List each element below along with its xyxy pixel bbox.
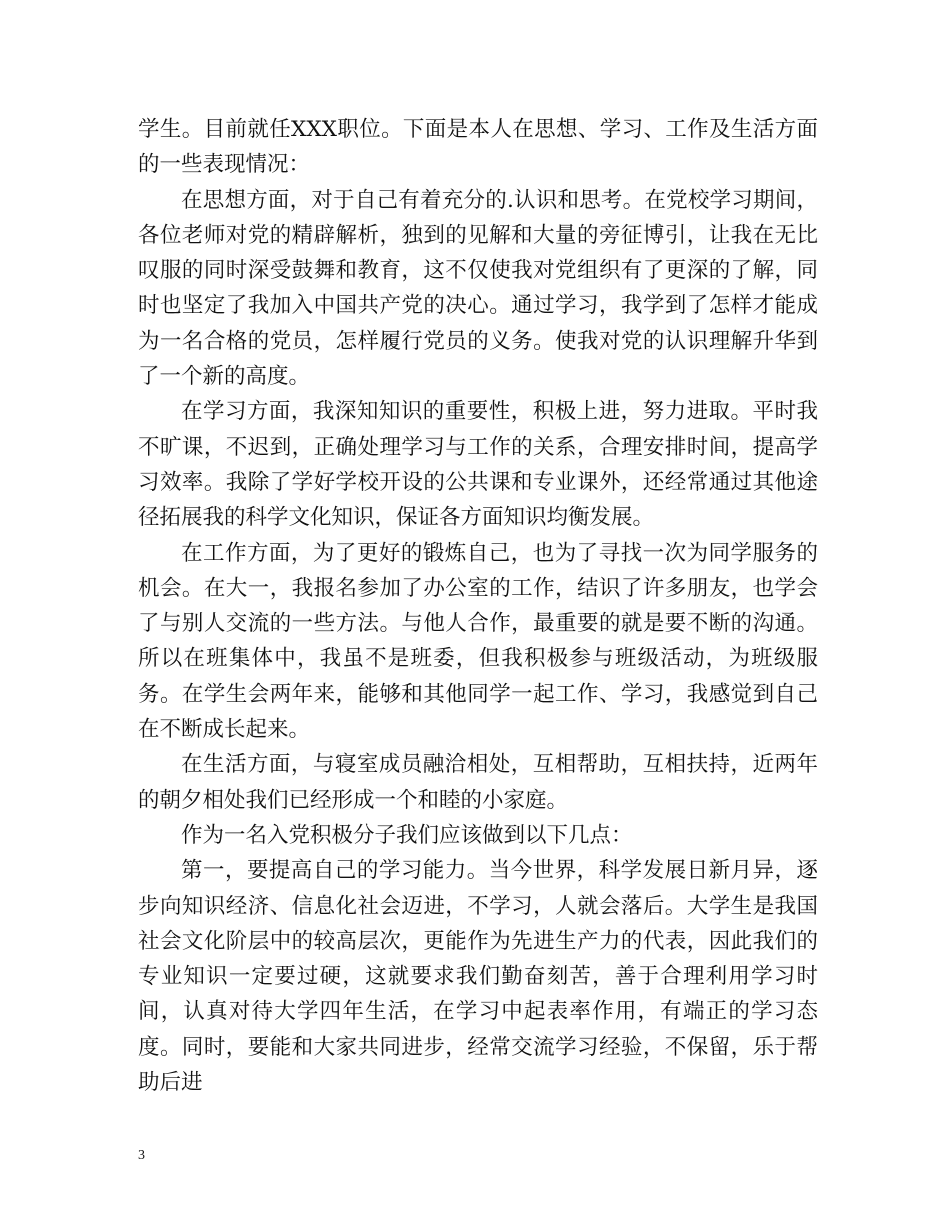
document-body (138, 112, 818, 1100)
paragraph-intro-points: 作为一名入党积极分子我们应该做到以下几点： (181, 822, 633, 848)
paragraph-point-one: 第一，要提高自己的学习能力。当今世界，科学发展日新月异，逐步向知识经济、信息化社会迈进，不学习，人就会落后。大学生是我国社会文化阶层中的较高层次，更能作为先进生产力的代表，因此我们的专业知识一定要过硬，这就要求我们勤奋刻苦，善于合理利用学习时间，认真对待大学四年生活，在学习中起表率作用，有端正的学习态度。同时，要能和大家共同进步，经常交流学习经验，不保留，乐于帮助后进 (138, 858, 818, 1096)
paragraph-life: 在生活方面，与寝室成员融洽相处，互相帮助，互相扶持，近两年的朝夕相处我们已经形成一个和睦的小家庭。 (138, 752, 818, 813)
paragraph-thought: 在思想方面，对于自己有着充分的.认识和思考。在党校学习期间，各位老师对党的精辟解析，独到的见解和大量的旁征博引，让我在无比叹服的同时深受鼓舞和教育，这不仅使我对党组织有了更深的了解，同时也坚定了我加入中国共产党的决心。通过学习，我学到了怎样才能成为一名合格的党员，怎样履行党员的义务。使我对党的认识理解升华到了一个新的高度。 (138, 187, 818, 390)
paragraph-study: 在学习方面，我深知知识的重要性，积极上进，努力进取。平时我不旷课，不迟到，正确处理学习与工作的关系，合理安排时间，提高学习效率。我除了学好学校开设的公共课和专业课外，还经常通过其他途径拓展我的科学文化知识，保证各方面知识均衡发展。 (138, 399, 818, 531)
paragraph-work: 在工作方面，为了更好的锻炼自己，也为了寻找一次为同学服务的机会。在大一，我报名参加了办公室的工作，结识了许多朋友，也学会了与别人交流的一些方法。与他人合作，最重要的就是要不断的沟通。所以在班集体中，我虽不是班委，但我积极参与班级活动，为班级服务。在学生会两年来，能够和其他同学一起工作、学习，我感觉到自己在不断成长起来。 (138, 540, 818, 743)
page-number: 3 (138, 1148, 145, 1163)
paragraph-continuation: 学生。目前就任XXX职位。下面是本人在思想、学习、工作及生活方面的一些表现情况： (138, 117, 818, 178)
